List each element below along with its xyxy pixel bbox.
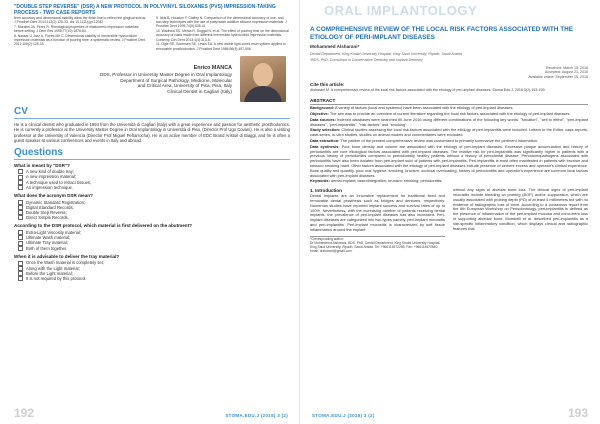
author-bio	[14, 56, 290, 104]
answer-text: A new kind of double tray;	[26, 169, 74, 175]
question-text: What is meant by "DSR"?	[14, 162, 70, 168]
reference-item: 9. Idris B, Houston F, Claffey N. Comparison of the dimensional accuracy of one- and two-step techniques with the use of putty/wash addition silicone impression materials. J Prosthet Dent 1995;74(5):535-41.	[156, 16, 287, 29]
section-title: ORAL IMPLANTOLOGY	[324, 3, 478, 18]
reference-item: term accuracy and dimensional stability allow the finish line to reflect the gingival sulcus. J Prosthet Dent 2014;112(2):126-33. doi 10.1111/j.jpr.12042	[14, 16, 147, 25]
reference-item: 8. Nassar U, Aziz A, Flores-Mir C. Dimensional stability of irreversible hydrocolloid impression materials as a function of pouring time: a systematic review. J Prosthet Dent 2011;106(2):126-33.	[14, 34, 146, 47]
abstract-body	[310, 106, 588, 184]
answer-text: A new impression material;	[26, 174, 77, 180]
abstract-label: Data sources:	[310, 116, 336, 122]
abstract-text: dental implant; osseointegration; bruxism; smoking; periodontitis.	[330, 178, 443, 184]
bio-name: Enrico MANCA	[193, 65, 232, 71]
abstract-label: Background:	[310, 105, 334, 111]
abstract-text: Poor bone density and volume are associated with the etiology of peri-implant diseases. Excessive plaque accumulation and history of periodontitis are core etiological factors associated with peri-implant diseases. The relative risk for peri-implantitis was significantly higher in patients with a previous history of periodontitis compared to periodontally healthy patients without a history of periodontal disease. Periodontopathogens associated with periodontitis have also been isolated from peri-implant sulci of patients with peri-implantitis. Peri-implantitis is most often manifested in patients with bruxism and tobacco smoking habit. Other factors associated with the etiology of peri-implant diseases include presence of cement excess and operator's clinical experience. Bone quality and quantity, poor oral hygiene, smoking, bruxism, occlusal overloading, history of periodontitis and operator's experience are common local factors associated with peri-implant diseases.	[310, 143, 588, 178]
answer-text: Digital Standard Records;	[26, 204, 74, 210]
portrait-shoulders	[244, 86, 282, 102]
answer-text: Extra-Light Viscosity material;	[26, 230, 82, 236]
cv-title: CV	[14, 106, 28, 117]
answer-text: Once the Wash material is completely set;	[26, 260, 105, 266]
corresponding-text: Dr Mohammed Alsharani, BDS, PhD, Dental Department, King Khalid University Hospital, King Saud University, Riyadh, Saudi Arabia. Tel: +966114672255; Fax: +966114670640; email: drsharani@gmail.com	[310, 241, 441, 254]
abstract-paragraph	[310, 118, 588, 128]
intro-text: Dental implants are an innovative replacement for traditional fixed and removable dental prosthesis such as bridges and dentures, respectively. Numerous studies have reported implant success and survival rates of up to 100%. Nevertheless, with the increasing number of patients receiving dental implants, the prevalence of peri-implant diseases has also increased. Peri-implant diseases are categorized into two types namely, peri-implant mucositis and peri-implantitis. Peri-implant mucositis is characterized by soft tissue inflammation around the implant	[310, 193, 445, 232]
checkbox-icon[interactable]	[18, 215, 23, 220]
answer-text: Direct Simple Records.	[26, 215, 69, 221]
date-accepted: Accepted: August 21, 2016	[545, 70, 588, 75]
answer-option[interactable]	[18, 185, 290, 190]
column-2-text: without any signs of alveolar bone loss. The clinical signs of peri-implant mucositis include bleeding on probing (BOP) and/or suppuration, which are usually associated with probing depth (PD) of at least 4 millimeters but with no evidence of radiographic loss of bone. According to a consensus report from the 6th European Workshop on Periodontology, peri-implantitis is defined as the presence of inflammation of the peri-implant mucosa and concurrent loss of supporting alveolar bone. Mombelli et al. described peri-implantitis as a site-specific inflammatory condition, which displays clinical and radiographic features that	[453, 187, 588, 231]
abstract-paragraph	[310, 179, 588, 184]
page-number-left: 192	[14, 406, 35, 420]
checkbox-icon[interactable]	[18, 276, 23, 281]
question-text: What does the acronym DSR mean?	[14, 193, 93, 199]
abstract-label: Keywords:	[310, 178, 330, 184]
body-column-2	[453, 188, 588, 253]
article-authors: Mohammed Alsharani*	[310, 44, 360, 50]
body-columns	[310, 188, 588, 253]
corresponding-title: *Corresponding author:	[310, 237, 345, 242]
body-column-1	[310, 188, 445, 253]
bio-line: Clinical Dentist in Cagliari (Italy)	[167, 89, 232, 95]
question-text: When it is advisable to deliver the tray material?	[14, 253, 120, 259]
affiliation: *BDS, PhD, Consultant in Conservative Dentistry and Implant Dentistry	[310, 57, 423, 62]
abstract-text: The aim was to provide an overview of current literature regarding the local risk factors associated with the etiology of peri-implant diseases.	[329, 111, 571, 117]
cite-text: Alsharani M. A comprehensive review of the local risk factors associated with the etiology of peri-implant diseases. Stoma Edu J. 2016;3(2):193-199.	[310, 88, 546, 93]
page-number-right: 193	[567, 406, 588, 420]
portrait-face	[253, 63, 273, 87]
right-page	[300, 0, 600, 424]
abstract-text: A variety of factors (local and systemic) have been associated with the etiology of peri-implant diseases.	[334, 105, 514, 111]
abstract-paragraph	[310, 145, 588, 179]
article-title: A COMPREHENSIVE REVIEW OF THE LOCAL RISK FACTORS ASSOCIATED WITH THE ETIOLOGY OF PERI-IMPLANT DISEASES	[310, 26, 573, 41]
reference-item: 10. Wadhwa SS, Mehta R, Duggal N, et al. The effect of pouring time on the dimensional accuracy of casts made from different irreversible hydrocolloid impression materials. Contemp Clin Dent 2013;4(3):313-8.	[156, 29, 289, 42]
reference-item: 11. Ogle RE, Sorensen SE, Lewis EA. A new visible light-cured resin system applied to removable prosthodontics. J Prosthet Dent 1986;56(4):497-506.	[156, 42, 286, 51]
answer-option[interactable]	[18, 246, 290, 251]
abstract-label: Objective:	[310, 111, 329, 117]
abstract-label: Data extraction:	[310, 138, 340, 143]
author-portrait	[240, 56, 286, 102]
checkbox-icon[interactable]	[18, 185, 23, 190]
answer-text: It is not required by this protocol.	[26, 276, 87, 282]
abstract-text: Indexed databases were searched till June 2016 using different combinations of the following key words: "furcation", "cell to effect", "peri-implant diseases", "peri-implantitis", "risk-factors" and "smoking".	[310, 116, 588, 127]
abstract-label: Study selection:	[310, 127, 341, 133]
questions-list	[14, 163, 290, 282]
answer-option[interactable]	[18, 215, 290, 220]
cite-title: Cite this article:	[310, 82, 345, 88]
abstract-label: Data synthesis:	[310, 143, 340, 149]
intro-title: 1. Introduction	[310, 188, 342, 194]
date-received: Received: March 15, 2016	[546, 66, 588, 70]
answer-text: An impression technique.	[26, 184, 74, 190]
abstract-title: ABSTRACT	[310, 97, 336, 103]
abstract-paragraph	[310, 128, 588, 138]
answer-text: Along with the Light material;	[26, 265, 80, 271]
answer-text: Ultimate Wash material;	[26, 235, 71, 241]
corresponding-divider	[310, 236, 445, 237]
cv-divider	[14, 118, 290, 119]
bio-line: Department of Surgical Pathology, Medicine, Molecular	[120, 77, 232, 83]
article-dates	[310, 66, 588, 79]
questions-divider	[14, 159, 290, 160]
bio-text	[100, 66, 232, 95]
answer-text: A technique used to retract tissues;	[26, 179, 92, 185]
checkbox-icon[interactable]	[18, 246, 23, 251]
reference-item: 7. Morales JA, Pérez R. Rheological properties of elastomeric impression materials before setting. J Dent Res 1998;77(10):1876-83.	[14, 25, 139, 34]
abstract-text: The pattern of the present comprehensive review was customized to primarily summarize the pertinent information.	[340, 138, 539, 143]
journal-footer-left: STOMA.EDU.J (2016) 3 (2)	[225, 413, 288, 418]
answer-text: Both of them together.	[26, 245, 68, 251]
answer-text: Double Step Reverse;	[26, 210, 67, 216]
questions-title: Questions	[14, 146, 63, 158]
answer-option[interactable]	[18, 276, 290, 281]
bio-line: and Critical Area, University of Pisa, Pisa, Italy	[137, 83, 232, 89]
affiliation: Dental Department, King Khalid University Hospital, King Saud University, Riyadh, Saudi Arabia	[310, 52, 462, 57]
running-head: "DOUBLE STEP REVERSE" (DSR) A NEW PROTOCOL IN POLYVINYL SILOXANES (PVS) IMPRESSION-TAKING PROCESS - TWO CASE REPORTS	[14, 4, 276, 16]
answer-text: Before the Light material;	[26, 270, 73, 276]
journal-footer-right: STOMA.EDU.J (2016) 3 (2)	[312, 413, 375, 418]
abstract-divider	[310, 104, 588, 105]
cv-text: He is a clinical dentist who graduated in 1994 from the Università di Cagliari (Italy) with a great experience and passion for aesthetic prosthodontics. He is currently a professor at the University Master Degree in Oral Implantology in Università di Pisa, (Director Prof Ugo Covani). He is also a visiting professor at the University of Valencia (Director Prof Miguel Peñarrocha). He is an active member of EDC Brand Aristoil di Biaggi, and he is often a guest speaker at various conferences and events in Italy and abroad.	[14, 122, 290, 144]
answer-text: Dynamic Standard Registration;	[26, 199, 86, 205]
abstract-text: Clinical studies assessing the local risk-factors associated with the etiology of peri-implantitis were included. Letters to the Editor, case-reports, case-series, in-vitro studies, studies on animal models and commentaries were excluded.	[310, 127, 588, 138]
question-text: According to the DSR protocol, which material is first delivered on the abutment?	[14, 223, 192, 229]
answer-text: Ultimate Tray material;	[26, 240, 68, 246]
references-list	[14, 16, 290, 52]
bio-line: DDS, Professor in University Master Degree in Oral Implantology	[100, 71, 232, 77]
date-online: Available online: September 15, 2016	[528, 74, 588, 79]
